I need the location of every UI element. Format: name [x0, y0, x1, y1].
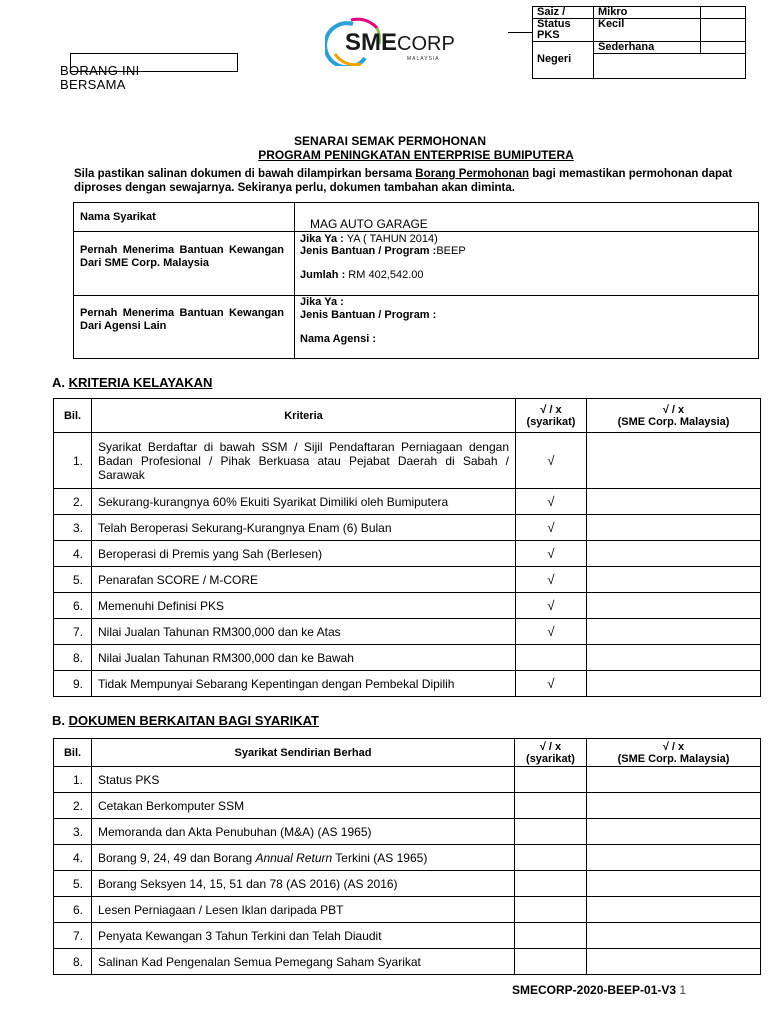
negeri-field[interactable]	[594, 54, 746, 79]
row-number: 7.	[54, 923, 92, 949]
document-text: Status PKS	[92, 767, 515, 793]
criteria-text: Syarikat Berdaftar di bawah SSM / Sijil Pendaftaran Perniagaan dengan Badan Profesional / Pihak Berkuasa atau Pejabat Daerah di Sabah / Sarawak	[92, 433, 516, 489]
row-number: 5.	[54, 871, 92, 897]
agensi-bantuan-label: Pernah Menerima Bantuan Kewangan Dari Agensi Lain	[80, 307, 284, 332]
dokumen-header: Syarikat Sendirian Berhad	[92, 739, 515, 767]
syarikat-check-cell[interactable]	[515, 767, 587, 793]
status-table	[532, 6, 746, 79]
sme-check-cell[interactable]	[587, 767, 761, 793]
sme-check-cell[interactable]	[587, 845, 761, 871]
syarikat-check-cell[interactable]: √	[516, 619, 587, 645]
bil-header: Bil.	[54, 399, 92, 433]
syarikat-check-cell[interactable]: √	[516, 433, 587, 489]
table-row	[54, 619, 761, 645]
row-number: 1.	[54, 433, 92, 489]
document-text: Borang 9, 24, 49 dan Borang Annual Return Terkini (AS 1965)	[92, 845, 515, 871]
section-a-heading: A. KRITERIA KELAYAKAN	[52, 375, 213, 390]
table-row	[54, 819, 761, 845]
saiz-label: Saiz /	[533, 7, 594, 19]
dokumen-table	[53, 738, 761, 975]
row-number: 5.	[54, 567, 92, 593]
footer-code: SMECORP-2020-BEEP-01-V3 1	[512, 983, 687, 997]
row-number: 2.	[54, 489, 92, 515]
criteria-text: Beroperasi di Premis yang Sah (Berlesen)	[92, 541, 516, 567]
page-title: SENARAI SEMAK PERMOHONAN	[293, 134, 486, 148]
kecil-label: Kecil	[594, 19, 701, 42]
row-number: 3.	[54, 515, 92, 541]
kecil-checkbox[interactable]	[701, 19, 746, 42]
kriteria-header: Kriteria	[92, 399, 516, 433]
sederhana-label: Sederhana	[594, 42, 701, 54]
status-pks-label: Status PKS	[533, 19, 594, 42]
document-text: Penyata Kewangan 3 Tahun Terkini dan Telah Diaudit	[92, 923, 515, 949]
status-underline	[508, 32, 532, 33]
mikro-label: Mikro	[594, 7, 701, 19]
mikro-checkbox[interactable]	[701, 7, 746, 19]
row-number: 6.	[54, 897, 92, 923]
syarikat-check-cell[interactable]: √	[516, 515, 587, 541]
sme-jenis-bantuan[interactable]: Jenis Bantuan / Program :BEEP	[300, 245, 466, 257]
document-text: Borang Seksyen 14, 15, 51 dan 78 (AS 2016) (AS 2016)	[92, 871, 515, 897]
agensi-nama[interactable]: Nama Agensi :	[300, 333, 377, 345]
table-row	[54, 923, 761, 949]
row-number: 4.	[54, 845, 92, 871]
criteria-text: Tidak Mempunyai Sebarang Kepentingan dengan Pembekal Dipilih	[92, 671, 516, 697]
row-number: 9.	[54, 671, 92, 697]
syarikat-check-cell[interactable]	[515, 949, 587, 975]
table-row	[54, 515, 761, 541]
table-row	[54, 567, 761, 593]
table-row	[54, 593, 761, 619]
sme-jika-ya[interactable]: Jika Ya : YA ( TAHUN 2014)	[300, 233, 438, 245]
sme-check-cell[interactable]	[587, 619, 761, 645]
document-text: Salinan Kad Pengenalan Semua Pemegang Saham Syarikat	[92, 949, 515, 975]
syarikat-check-cell[interactable]	[515, 923, 587, 949]
syarikat-check-cell[interactable]: √	[516, 671, 587, 697]
syarikat-check-cell[interactable]	[515, 871, 587, 897]
sme-check-cell[interactable]	[587, 819, 761, 845]
smecorp-logo	[325, 14, 465, 66]
row-number: 2.	[54, 793, 92, 819]
sme-check-cell[interactable]	[587, 433, 761, 489]
table-row	[54, 671, 761, 697]
criteria-text: Penarafan SCORE / M-CORE	[92, 567, 516, 593]
company-info-table	[73, 202, 759, 359]
svg-text:SME: SME	[345, 29, 398, 56]
sme-check-cell[interactable]	[587, 567, 761, 593]
criteria-text: Telah Beroperasi Sekurang-Kurangnya Enam (6) Bulan	[92, 515, 516, 541]
nama-syarikat-label: Nama Syarikat	[80, 211, 156, 223]
syarikat-check-cell[interactable]: √	[516, 567, 587, 593]
negeri-label: Negeri	[533, 54, 594, 79]
syarikat-check-cell[interactable]: √	[516, 541, 587, 567]
sme-bantuan-label: Pernah Menerima Bantuan Kewangan Dari SME Corp. Malaysia	[80, 244, 284, 269]
row-number: 1.	[54, 767, 92, 793]
sme-check-cell[interactable]	[587, 489, 761, 515]
svg-text:MALAYSIA: MALAYSIA	[407, 56, 440, 62]
syarikat-check-cell[interactable]	[515, 793, 587, 819]
syarikat-check-cell[interactable]	[515, 897, 587, 923]
row-number: 7.	[54, 619, 92, 645]
sme-jumlah[interactable]: Jumlah : RM 402,542.00	[300, 269, 424, 281]
agensi-jenis-bantuan[interactable]: Jenis Bantuan / Program :	[300, 309, 437, 321]
syarikat-header: √ / x (syarikat)	[516, 399, 587, 433]
kriteria-table	[53, 398, 761, 697]
smecorp-logo-mark	[325, 14, 465, 66]
table-row	[54, 767, 761, 793]
sme-check-cell[interactable]	[587, 949, 761, 975]
intro-text: Sila pastikan salinan dokumen di bawah dilampirkan bersama Borang Permohonan bagi memastikan permohonan dapat diproses dengan sewajarnya. Sekiranya perlu, dokumen tambahan akan diminta.	[74, 168, 733, 194]
page-number: 1	[679, 983, 687, 997]
document-text: Memoranda dan Akta Penubuhan (M&A) (AS 1965)	[92, 819, 515, 845]
criteria-text: Nilai Jualan Tahunan RM300,000 dan ke Bawah	[92, 645, 516, 671]
sme-check-cell[interactable]	[587, 645, 761, 671]
sme-header: √ / x (SME Corp. Malaysia)	[587, 739, 761, 767]
syarikat-check-cell[interactable]	[515, 819, 587, 845]
section-b-heading: B. DOKUMEN BERKAITAN BAGI SYARIKAT	[52, 713, 320, 728]
sme-check-cell[interactable]	[587, 593, 761, 619]
row-number: 6.	[54, 593, 92, 619]
syarikat-header: √ / x (syarikat)	[515, 739, 587, 767]
criteria-text: Sekurang-kurangnya 60% Ekuiti Syarikat Dimiliki oleh Bumiputera	[92, 489, 516, 515]
table-row	[54, 489, 761, 515]
borang-permohonan-link: Borang Permohonan	[415, 168, 530, 180]
sme-check-cell[interactable]	[587, 671, 761, 697]
table-row	[54, 845, 761, 871]
sme-check-cell[interactable]	[587, 871, 761, 897]
table-row	[54, 541, 761, 567]
syarikat-check-cell[interactable]: √	[516, 489, 587, 515]
sme-header: √ / x (SME Corp. Malaysia)	[587, 399, 761, 433]
page-subtitle: PROGRAM PENINGKATAN ENTERPRISE BUMIPUTERA	[258, 148, 574, 162]
sme-check-cell[interactable]	[587, 923, 761, 949]
sederhana-checkbox[interactable]	[701, 42, 746, 54]
table-row	[54, 897, 761, 923]
sme-check-cell[interactable]	[587, 515, 761, 541]
criteria-text: Nilai Jualan Tahunan RM300,000 dan ke Atas	[92, 619, 516, 645]
document-text: Cetakan Berkomputer SSM	[92, 793, 515, 819]
table-row	[54, 433, 761, 489]
row-number: 8.	[54, 949, 92, 975]
table-row	[54, 871, 761, 897]
borang-label: BORANG INI BERSAMA	[60, 64, 140, 90]
syarikat-check-cell[interactable]: √	[516, 593, 587, 619]
nama-syarikat-value[interactable]: MAG AUTO GARAGE	[310, 217, 428, 231]
agensi-jika-ya[interactable]: Jika Ya :	[300, 296, 344, 308]
row-number: 3.	[54, 819, 92, 845]
row-number: 4.	[54, 541, 92, 567]
sme-check-cell[interactable]	[587, 793, 761, 819]
sme-check-cell[interactable]	[587, 897, 761, 923]
row-number: 8.	[54, 645, 92, 671]
svg-text:CORP: CORP	[397, 33, 455, 55]
table-row	[54, 949, 761, 975]
table-row	[54, 793, 761, 819]
sme-check-cell[interactable]	[587, 541, 761, 567]
bil-header: Bil.	[54, 739, 92, 767]
document-text: Lesen Perniagaan / Lesen Iklan daripada PBT	[92, 897, 515, 923]
criteria-text: Memenuhi Definisi PKS	[92, 593, 516, 619]
syarikat-check-cell[interactable]	[516, 645, 587, 671]
syarikat-check-cell[interactable]	[515, 845, 587, 871]
table-row	[54, 645, 761, 671]
